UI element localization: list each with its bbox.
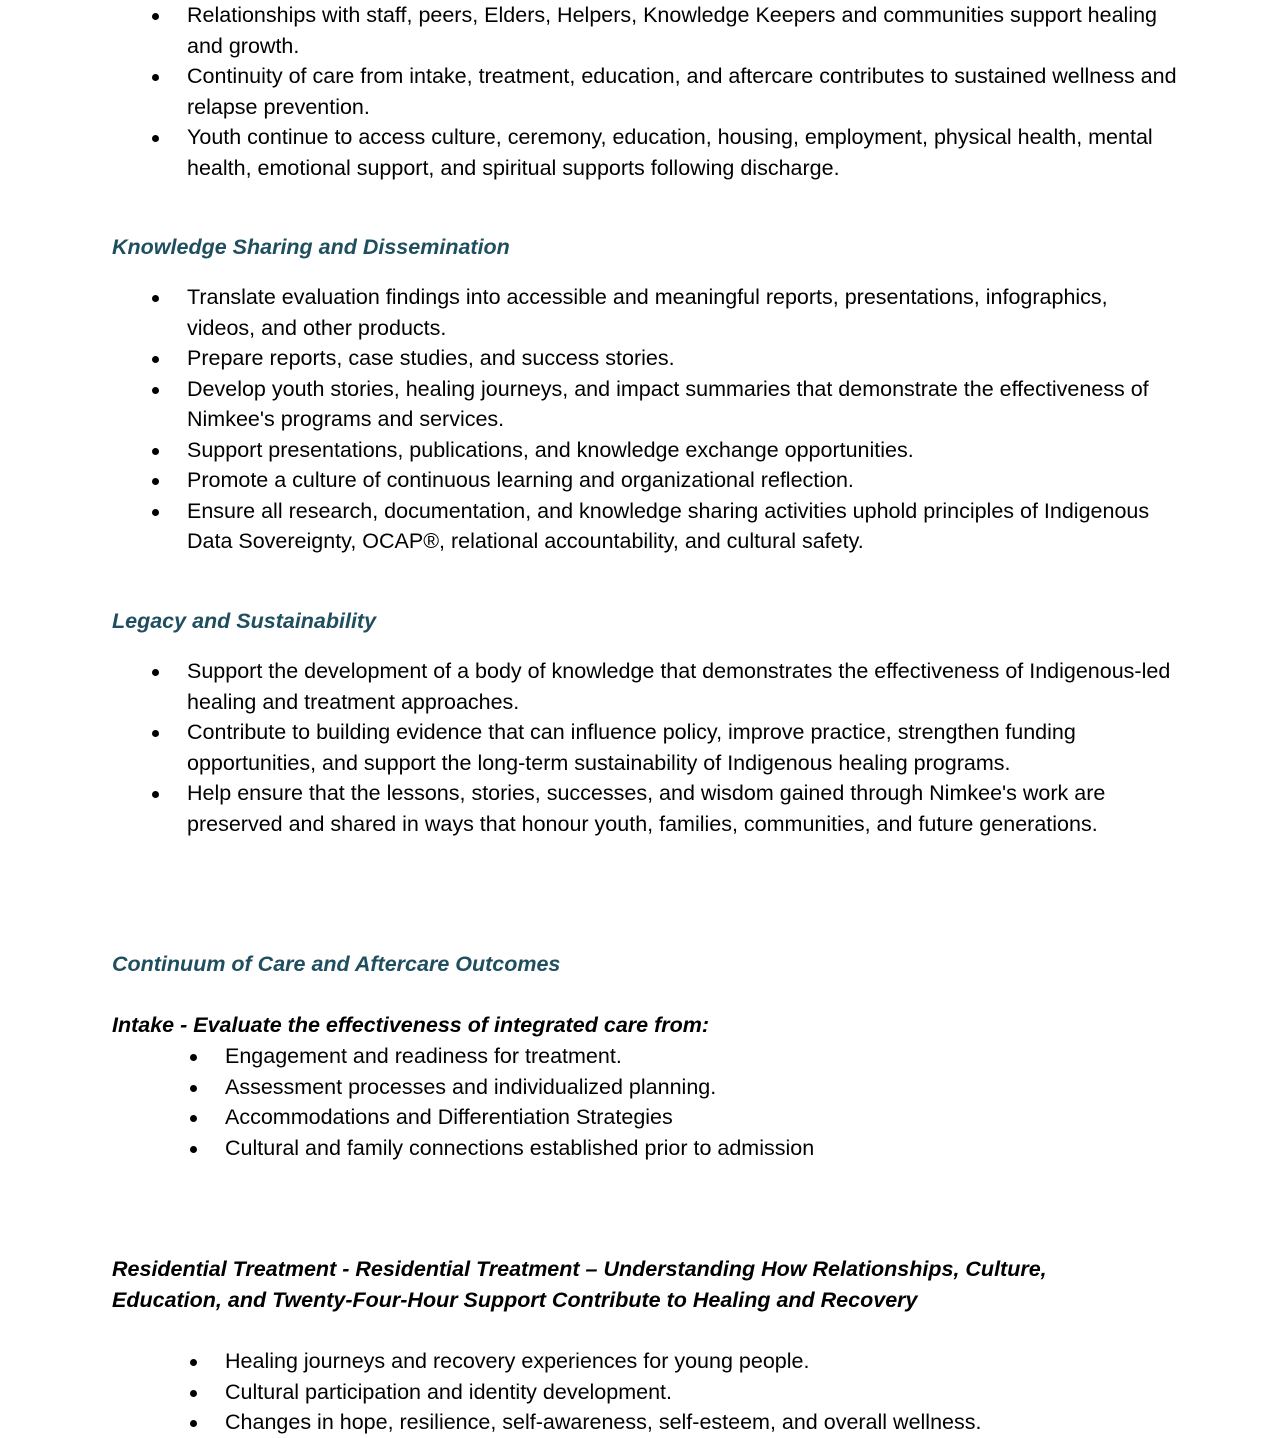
list-item: Contribute to building evidence that can influence policy, improve practice, strengthen funding opportunities, and support the long-term sustainability of Indigenous healing programs. <box>187 717 1177 778</box>
bullet-icon <box>152 74 159 81</box>
list-item: Cultural participation and identity development. <box>225 1377 1175 1408</box>
bullet-icon <box>152 295 159 302</box>
list-item: Continuity of care from intake, treatment, education, and aftercare contributes to sustained wellness and relapse prevention. <box>187 61 1177 122</box>
bullet-icon <box>152 356 159 363</box>
bullet-icon <box>152 13 159 20</box>
residential-bullet-list <box>225 1346 1175 1438</box>
list-item: Assessment processes and individualized planning. <box>225 1072 1175 1103</box>
list-item: Translate evaluation findings into accessible and meaningful reports, presentations, infographics, videos, and other products. <box>187 282 1177 343</box>
legacy-bullet-list <box>187 656 1177 839</box>
bullet-icon <box>152 448 159 455</box>
list-item: Accommodations and Differentiation Strategies <box>225 1102 1175 1133</box>
list-item: Develop youth stories, healing journeys, and impact summaries that demonstrate the effectiveness of Nimkee's programs and services. <box>187 374 1177 435</box>
intro-bullet-list <box>187 0 1177 183</box>
section-heading-continuum: Continuum of Care and Aftercare Outcomes <box>112 952 561 976</box>
section-heading-knowledge-sharing: Knowledge Sharing and Dissemination <box>112 235 510 259</box>
bullet-icon <box>152 509 159 516</box>
bullet-icon <box>152 669 159 676</box>
bullet-icon <box>190 1390 197 1397</box>
bullet-icon <box>190 1085 197 1092</box>
bullet-icon <box>190 1146 197 1153</box>
list-item: Ensure all research, documentation, and knowledge sharing activities uphold principles of Indigenous Data Sovereignty, OCAP®, relational accountability, and cultural safety. <box>187 496 1177 557</box>
bullet-icon <box>152 387 159 394</box>
bullet-icon <box>190 1420 197 1427</box>
section-heading-legacy: Legacy and Sustainability <box>112 609 377 633</box>
list-item: Healing journeys and recovery experiences for young people. <box>225 1346 1175 1377</box>
intake-subheading: Intake - Evaluate the effectiveness of integrated care from: <box>112 1013 710 1037</box>
list-item: Help ensure that the lessons, stories, successes, and wisdom gained through Nimkee's work are preserved and shared in ways that honour youth, families, communities, and future generations. <box>187 778 1177 839</box>
list-item: Youth continue to access culture, ceremony, education, housing, employment, physical health, mental health, emotional support, and spiritual supports following discharge. <box>187 122 1177 183</box>
list-item: Support the development of a body of knowledge that demonstrates the effectiveness of Indigenous-led healing and treatment approaches. <box>187 656 1177 717</box>
list-item: Support presentations, publications, and knowledge exchange opportunities. <box>187 435 1177 466</box>
bullet-icon <box>190 1115 197 1122</box>
bullet-icon <box>152 135 159 142</box>
knowledge-sharing-bullet-list <box>187 282 1177 557</box>
intake-bullet-list <box>225 1041 1175 1163</box>
bullet-icon <box>152 730 159 737</box>
residential-subheading: Residential Treatment - Residential Treatment – Understanding How Relationships, Culture, Education, and Twenty-Four-Hour Support Contribute to Healing and Recovery <box>112 1257 1047 1312</box>
list-item: Engagement and readiness for treatment. <box>225 1041 1175 1072</box>
list-item: Changes in hope, resilience, self-awareness, self-esteem, and overall wellness. <box>225 1407 1175 1438</box>
bullet-icon <box>152 478 159 485</box>
list-item: Promote a culture of continuous learning and organizational reflection. <box>187 465 1177 496</box>
bullet-icon <box>190 1359 197 1366</box>
list-item: Relationships with staff, peers, Elders, Helpers, Knowledge Keepers and communities support healing and growth. <box>187 0 1177 61</box>
list-item: Cultural and family connections established prior to admission <box>225 1133 1175 1164</box>
bullet-icon <box>190 1054 197 1061</box>
list-item: Prepare reports, case studies, and success stories. <box>187 343 1177 374</box>
bullet-icon <box>152 791 159 798</box>
